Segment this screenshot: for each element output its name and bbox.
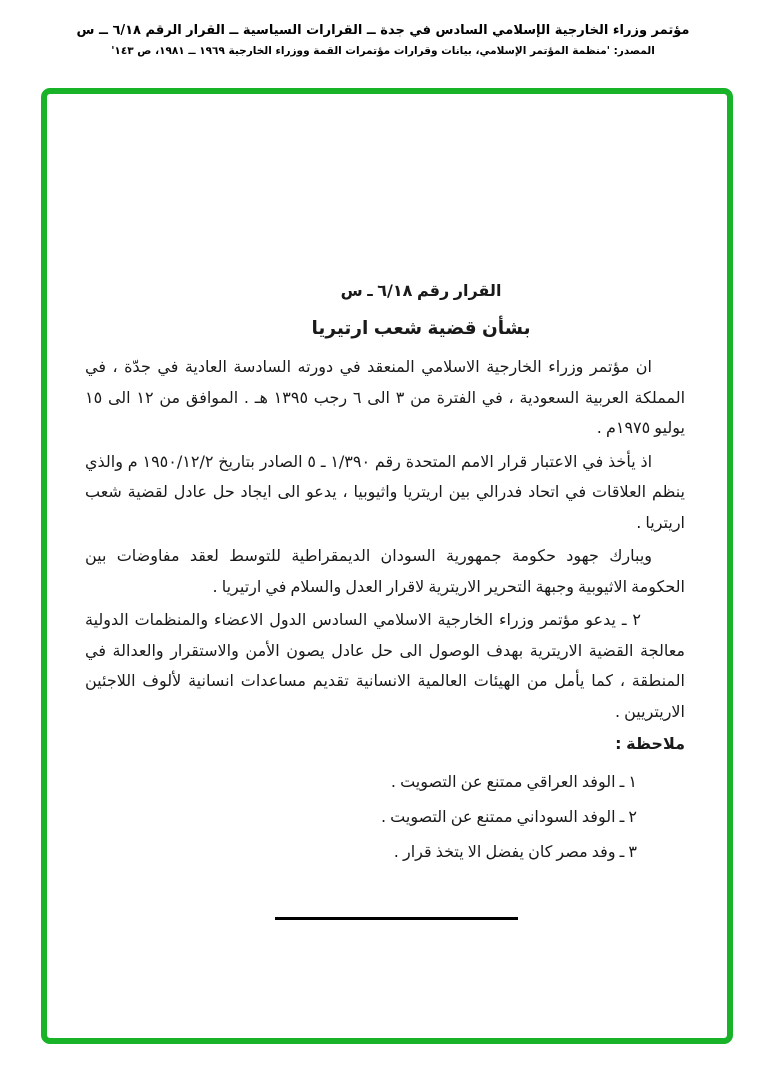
body-paragraph-un-resolution: اذ يأخذ في الاعتبار قرار الامم المتحدة رقم ١/٣٩٠ ـ ٥ الصادر بتاريخ ١٩٥٠/١٢/٢ م والذي ينظم العلاقات في اتحاد فدرالي بين اريتريا واثيوبيا ، يدعو الى ايجاد حل عادل لقضية شعب اريتريا . [85, 451, 685, 532]
header-source-line: المصدر: 'منظمة المؤتمر الإسلامي، بيانات وقرارات مؤتمرات القمة ووزراء الخارجية ١٩٦٩ ــ ١٩٨١، ص ١٤٣' [111, 45, 655, 57]
note-item-egypt: ٣ ـ وفد مصر كان يفضل الا يتخذ قرار . [393, 842, 637, 861]
document-header [0, 23, 766, 57]
green-border-frame [41, 88, 733, 1044]
body-paragraph-sudan-mediation: ويبارك جهود حكومة جمهورية السودان الديمقراطية للتوسط لعقد مفاوضات بين الحكومة الاثيوبية وجبهة التحرير الاريترية لاقرار العدل والسلام في ارتيريا . [85, 546, 685, 596]
resolution-subject-title: بشأن قضية شعب ارتيريا [311, 318, 531, 339]
note-heading: ملاحظة : [615, 734, 685, 753]
note-item-sudan: ٢ ـ الوفد السوداني ممتنع عن التصويت . [381, 807, 637, 826]
body-paragraph-call-to-members: ٢ ـ يدعو مؤتمر وزراء الخارجية الاسلامي السادس الدول الاعضاء والمنظمات الدولية معالجة القضية الاريترية بهدف الوصول الى حل عادل يصون الأمن والاستقرار والعدالة في المنطقة ، كما يأمل من الهيئات العالمية الانسانية تقديم مساعدات انسانية لألوف اللاجئين الاريتريين . [85, 610, 685, 721]
resolution-document [47, 94, 727, 920]
body-paragraph-preamble: ان مؤتمر وزراء الخارجية الاسلامي المنعقد في دورته السادسة العادية في جدّة ، في المملكة العربية السعودية ، في الفترة من ٣ الى ٦ رجب ١٣٩٥ هـ . الموافق من ١٢ الى ١٥ يوليو ١٩٧٥م . [85, 357, 686, 437]
header-title-line: مؤتمر وزراء الخارجية الإسلامي السادس في جدة ــ القرارات السياسية ــ القرار الرقم ٦/١٨ ــ س [76, 23, 690, 38]
note-item-iraq: ١ ـ الوفد العراقي ممتنع عن التصويت . [390, 772, 637, 791]
separator-line [275, 917, 518, 920]
resolution-number-title: القرار رقم ٦/١٨ ـ س [340, 281, 502, 300]
